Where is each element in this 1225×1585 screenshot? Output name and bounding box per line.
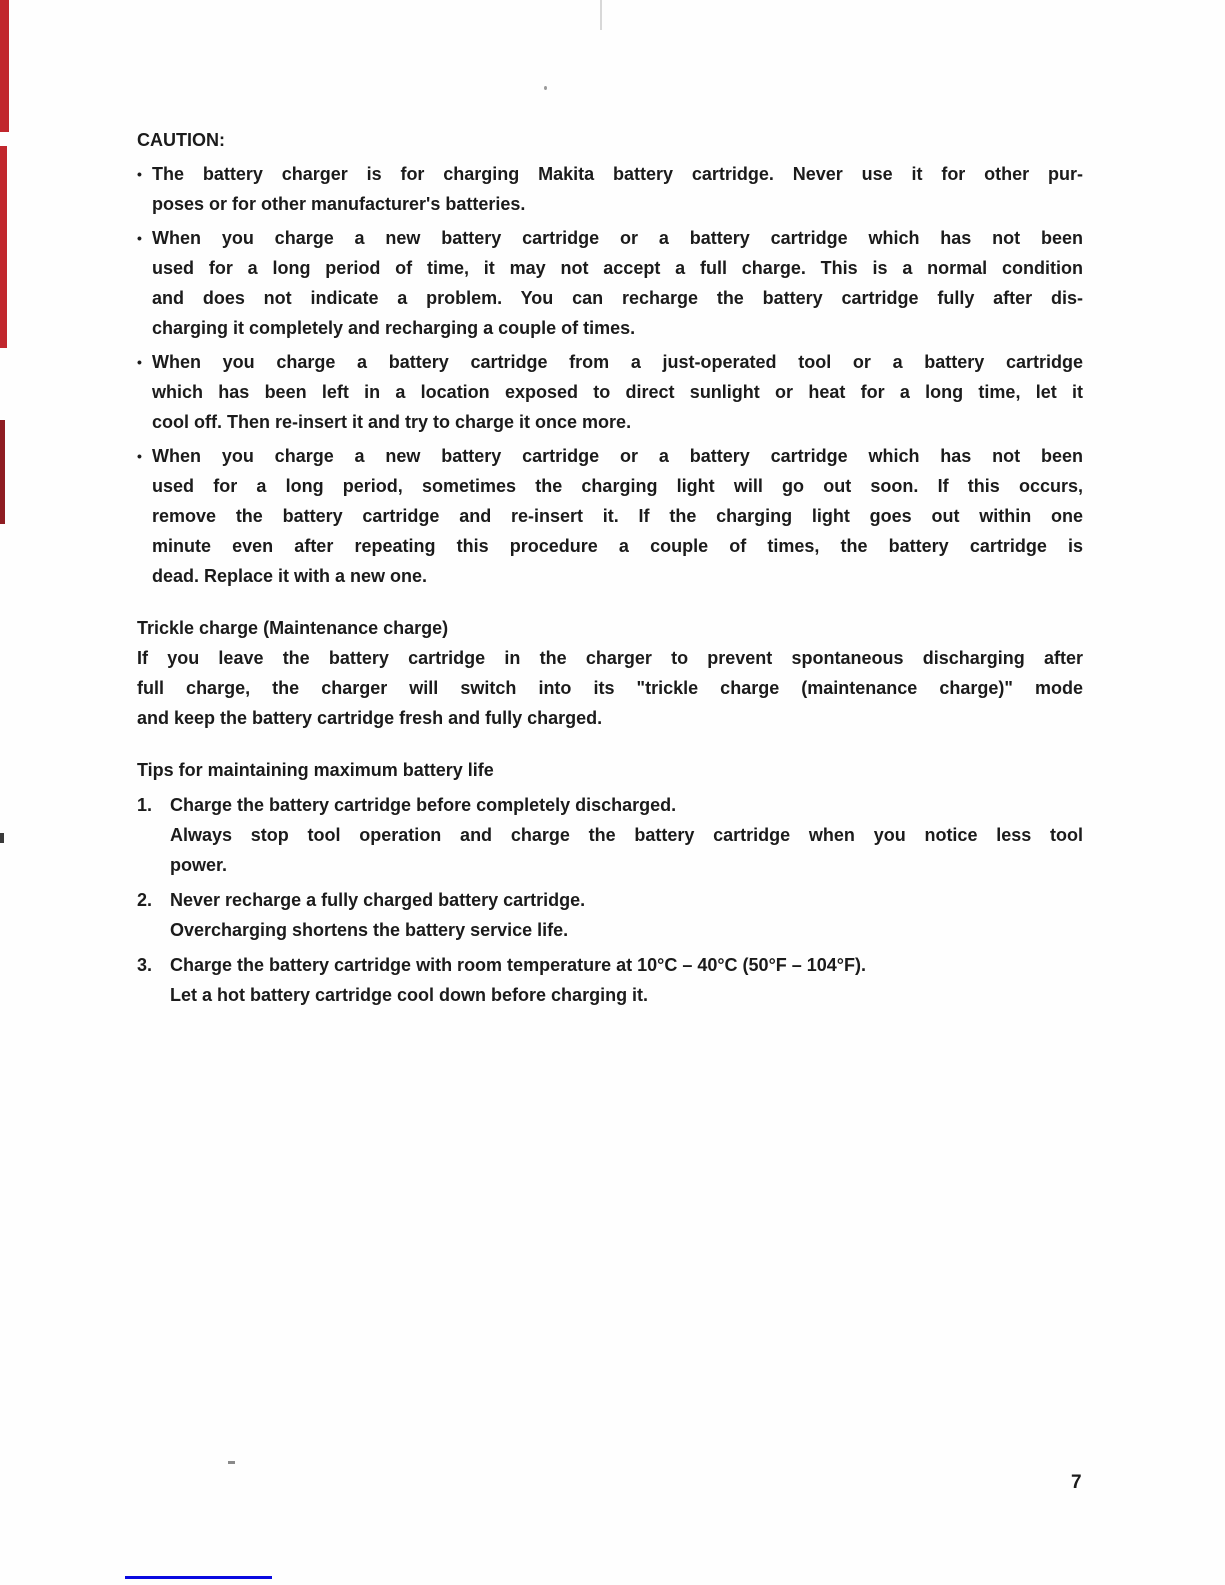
tip-item-1 — [137, 790, 1083, 880]
tip-item-2 — [137, 885, 1083, 945]
caution-bullet-4 — [137, 441, 1083, 591]
text-line: and keep the battery cartridge fresh and fully charged. — [137, 708, 603, 728]
text-line: Charge the battery cartridge before completely discharged. — [170, 795, 677, 815]
text-line: poses or for other manufacturer's batteries. — [152, 194, 526, 214]
text-line: When you charge a new battery cartridge or a battery cartridge which has not been — [152, 228, 1083, 248]
tip-item-3 — [137, 950, 1083, 1010]
bullet-icon: • — [137, 448, 142, 464]
text-line: dead. Replace it with a new one. — [152, 566, 428, 586]
text-line: Let a hot battery cartridge cool down before charging it. — [170, 985, 649, 1005]
scan-artifact-line — [600, 0, 602, 30]
text-line: Charge the battery cartridge with room temperature at 10°C – 40°C (50°F – 104°F). — [170, 955, 866, 975]
text-line: full charge, the charger will switch into its "trickle charge (maintenance charge)" mode — [137, 678, 1083, 698]
text-line: and does not indicate a problem. You can recharge the battery cartridge fully after dis- — [152, 288, 1083, 308]
text-line: Always stop tool operation and charge the battery cartridge when you notice less tool — [170, 825, 1083, 845]
text-line: remove the battery cartridge and re-insert it. If the charging light goes out within one — [152, 506, 1083, 526]
text-line: which has been left in a location exposed to direct sunlight or heat for a long time, let it — [152, 382, 1083, 402]
list-number: 2. — [137, 890, 153, 910]
scan-artifact-dash — [228, 1461, 235, 1464]
text-line: The battery charger is for charging Makita battery cartridge. Never use it for other pur- — [152, 164, 1083, 184]
text-line: Never recharge a fully charged battery cartridge. — [170, 890, 586, 910]
caution-heading: CAUTION: — [137, 130, 225, 150]
scan-artifact-red-strip — [0, 146, 7, 348]
scan-artifact-dot — [544, 86, 547, 90]
bullet-icon: • — [137, 166, 142, 182]
text-line: charging it completely and recharging a couple of times. — [152, 318, 636, 338]
text-line: When you charge a battery cartridge from a just-operated tool or a battery cartridge — [152, 352, 1083, 372]
scan-artifact-red-strip — [0, 420, 5, 524]
text-line: cool off. Then re-insert it and try to charge it once more. — [152, 412, 632, 432]
page-content — [137, 125, 1083, 1010]
text-line: used for a long period, sometimes the charging light will go out soon. If this occurs, — [152, 476, 1083, 496]
trickle-charge-section — [137, 613, 1083, 733]
battery-tips-section — [137, 755, 1083, 1010]
text-line: used for a long period of time, it may not accept a full charge. This is a normal condition — [152, 258, 1083, 278]
list-number: 1. — [137, 795, 153, 815]
text-line: When you charge a new battery cartridge or a battery cartridge which has not been — [152, 446, 1083, 466]
text-line: power. — [170, 855, 228, 875]
section-heading: Tips for maintaining maximum battery life — [137, 760, 494, 780]
caution-bullet-1 — [137, 159, 1083, 219]
list-number: 3. — [137, 955, 153, 975]
text-line: If you leave the battery cartridge in the charger to prevent spontaneous discharging after — [137, 648, 1083, 668]
bullet-icon: • — [137, 354, 142, 370]
bullet-icon: • — [137, 230, 142, 246]
page-number: 7 — [1071, 1472, 1082, 1493]
scan-artifact-red-strip — [0, 0, 9, 132]
scan-artifact-blue-underline — [125, 1576, 272, 1579]
text-line: Overcharging shortens the battery service life. — [170, 920, 569, 940]
text-line: minute even after repeating this procedure a couple of times, the battery cartridge is — [152, 536, 1083, 556]
section-heading: Trickle charge (Maintenance charge) — [137, 618, 449, 638]
scan-artifact-mark — [0, 833, 4, 843]
caution-bullet-2 — [137, 223, 1083, 343]
caution-bullet-3 — [137, 347, 1083, 437]
